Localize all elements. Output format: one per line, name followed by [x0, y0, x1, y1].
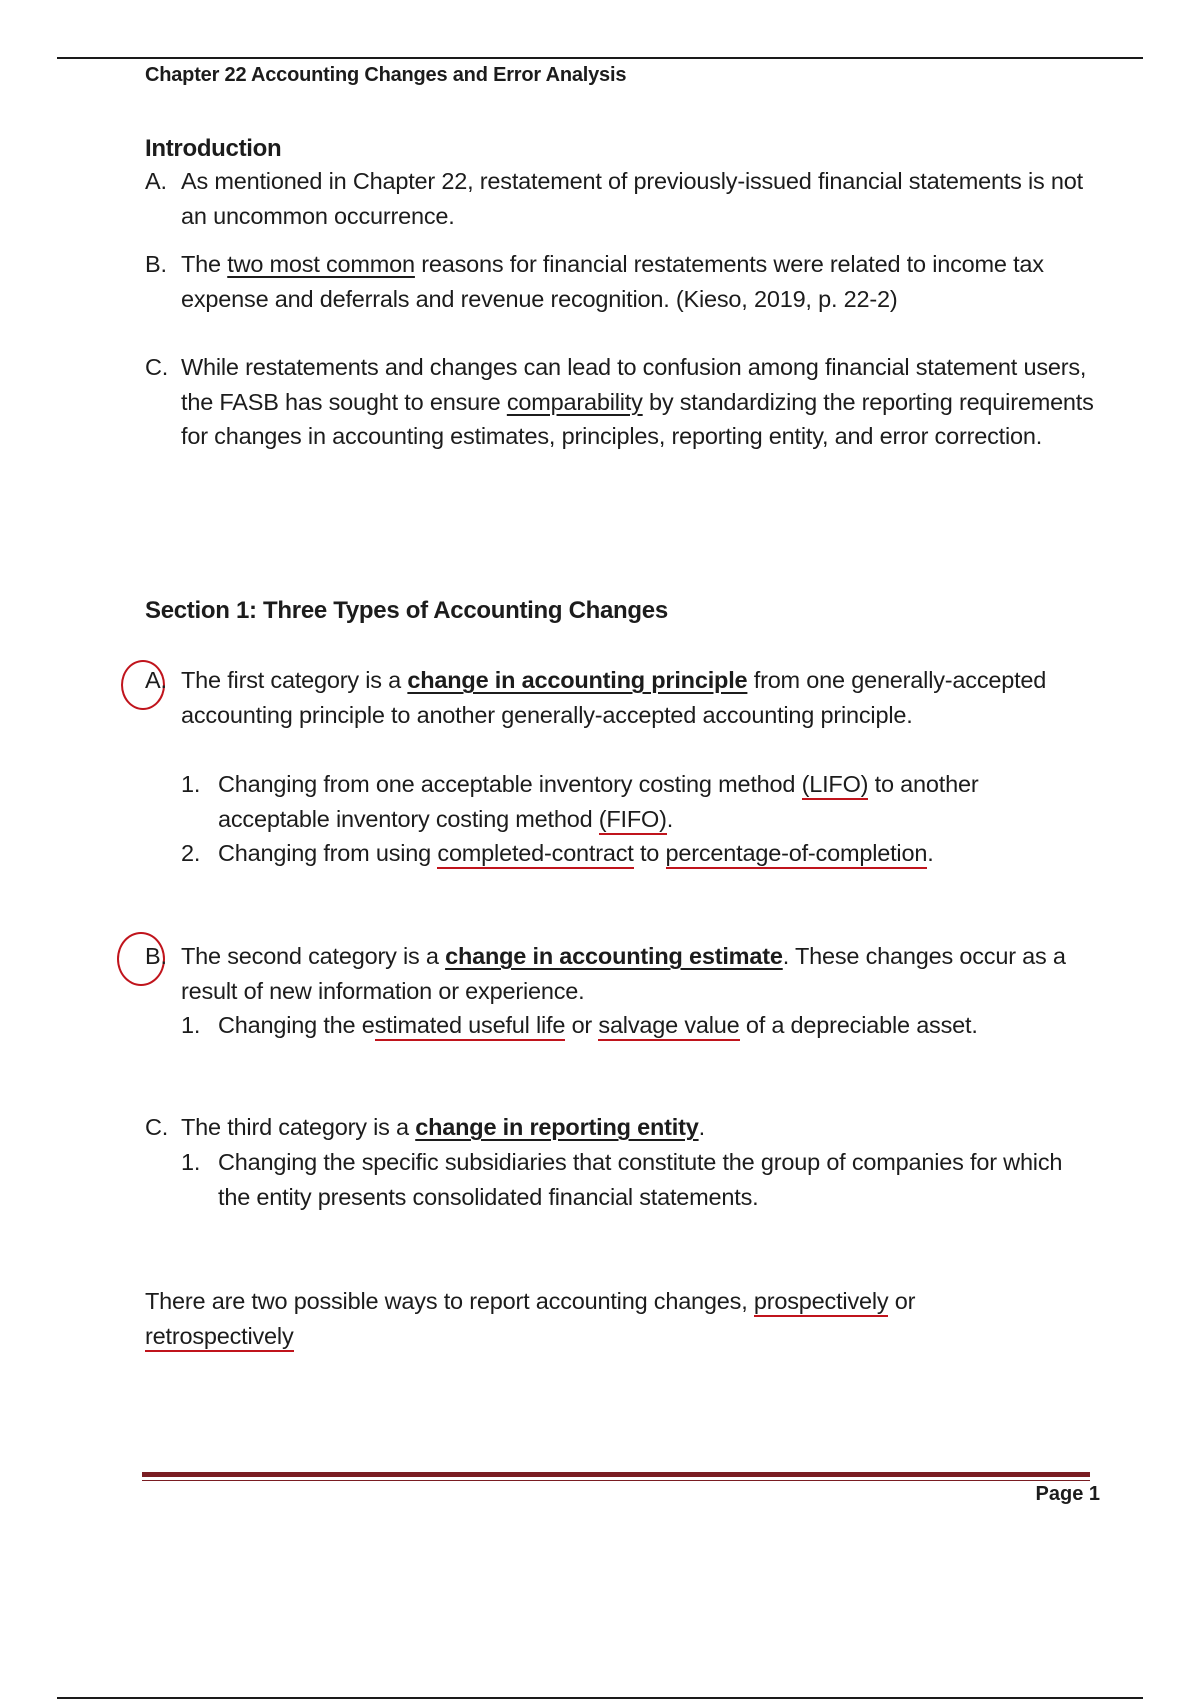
list-marker: C.: [145, 354, 169, 380]
underlined-phrase: two most common: [227, 251, 415, 277]
bottom-rule: [57, 1697, 1143, 1699]
section1-item-a-text: The first category is a change in accounting principle from one generally-accepted accounting principle to another generally-accepted accounting principle.: [181, 667, 1047, 728]
list-marker: B.: [145, 943, 167, 969]
section1-heading: Section 1: Three Types of Accounting Changes: [145, 597, 668, 624]
page-number: Page 1: [1035, 1483, 1100, 1505]
list-marker: 1.: [181, 771, 201, 797]
intro-heading: Introduction: [145, 135, 282, 162]
section1-a-sub-1: 1. Changing from one acceptable inventory costing method (LIFO) to another acceptable inventory costing method (FIFO).: [181, 767, 1095, 836]
key-term: change in accounting estimate: [445, 943, 783, 969]
running-header: Chapter 22 Accounting Changes and Error Analysis: [145, 64, 627, 86]
section1-c-sub-1: 1. Changing the specific subsidiaries that constitute the group of companies for which the entity presents consolidated financial statements.: [181, 1145, 1095, 1214]
footer-rule-thin: [142, 1480, 1090, 1481]
footer-rule: [142, 1472, 1090, 1477]
list-marker: A.: [145, 168, 167, 194]
key-term: change in accounting principle: [407, 667, 748, 693]
section1-a-sub-2: 2. Changing from using completed-contract to percentage-of-completion.: [181, 836, 1095, 871]
list-marker: B.: [145, 251, 167, 277]
intro-item-b: [145, 247, 1095, 316]
section1-item-c: [145, 1110, 1095, 1145]
intro-item-a-text: As mentioned in Chapter 22, restatement of previously-issued financial statements is not an uncommon occurrence.: [181, 168, 1083, 229]
red-underline-annotation: (LIFO): [802, 771, 869, 800]
list-marker: C.: [145, 1114, 169, 1140]
underlined-phrase: comparability: [506, 388, 643, 415]
intro-item-c-text: While restatements and changes can lead to confusion among financial statement users, the FASB has sought to ensure comparability by standardizing the reporting requirements for changes in accounting estimates, principles, reporting entity, and error correction.: [181, 354, 1094, 449]
list-marker: A.: [145, 667, 167, 693]
key-term: change in reporting entity: [415, 1114, 699, 1140]
intro-item-a: [145, 164, 1095, 233]
list-marker: 2.: [181, 840, 201, 866]
section1-item-b: [145, 939, 1095, 1008]
section1-item-b-text: The second category is a change in accounting estimate. These changes occur as a result of new information or experience.: [181, 943, 1066, 1004]
red-underline-annotation: (FIFO): [599, 806, 667, 835]
top-rule: [57, 57, 1143, 59]
red-underline-annotation: prospectively: [754, 1288, 889, 1317]
red-underline-annotation: retrospectively: [145, 1323, 294, 1352]
section1-b-sub-1: 1. Changing the estimated useful life or salvage value of a depreciable asset.: [181, 1008, 1095, 1043]
intro-item-b-text: The two most common reasons for financial restatements were related to income tax expense and deferrals and revenue recognition. (Kieso, 2019, p. 22-2): [181, 251, 1044, 312]
closing-paragraph: There are two possible ways to report accounting changes, prospectively or retrospectively: [145, 1284, 1095, 1353]
list-marker: 1.: [181, 1149, 201, 1175]
red-underline-annotation: completed-contract: [437, 840, 633, 869]
red-underline-annotation: percentage-of-completion: [666, 840, 928, 869]
section1-item-a: [145, 663, 1095, 732]
red-underline-annotation: stimated useful life: [375, 1012, 566, 1041]
section1-item-c-text: The third category is a change in reporting entity.: [181, 1114, 705, 1140]
red-underline-annotation: salvage value: [598, 1012, 739, 1041]
list-marker: 1.: [181, 1012, 201, 1038]
intro-item-c: [145, 350, 1095, 454]
